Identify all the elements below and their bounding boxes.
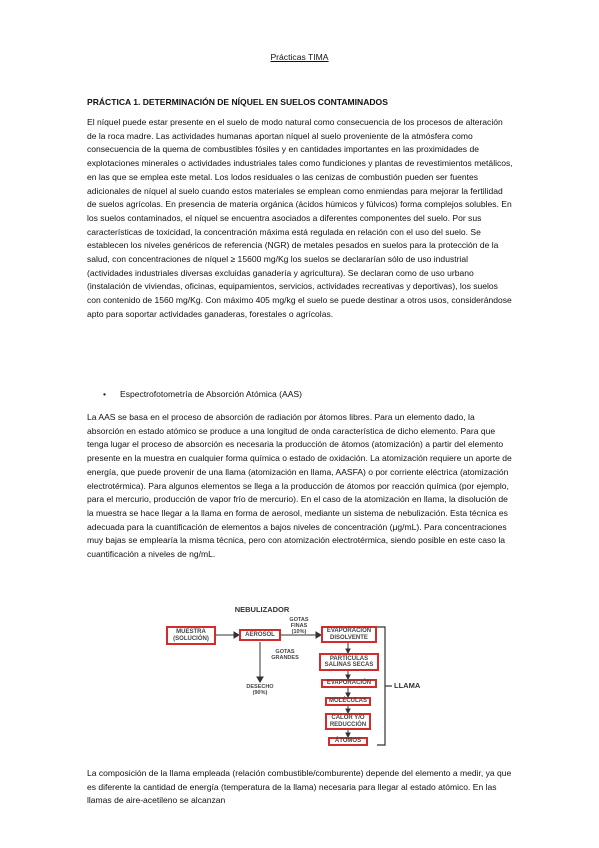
box-muestra: MUESTRA (SOLUCIÓN) [166,626,216,645]
bullet-dot-icon: • [103,389,106,399]
label-gotas-grandes: GOTAS GRANDES [271,649,299,661]
page-header-title: Prácticas TIMA [270,52,329,62]
box-particulas-salinas: PARTÍCULAS SALINAS SECAS [319,653,379,671]
box-calor-reduccion: CALOR Y/O REDUCCIÓN [325,713,371,730]
diagram-title-nebulizador: NEBULIZADOR [234,605,290,614]
box-aerosol: AEROSOL [239,629,281,641]
section-heading: PRÁCTICA 1. DETERMINACIÓN DE NÍQUEL EN SUELOS CONTAMINADOS [87,97,388,107]
box-evaporacion-disolvente: EVAPORACIÓN DISOLVENTE [321,626,377,643]
label-llama: LLAMA [394,681,421,690]
box-evaporacion: EVAPORACIÓN [321,679,377,688]
paragraph-nickel-intro: El níquel puede estar presente en el suelo de modo natural como consecuencia de los procesos de alteración de la roca madre. Las actividades humanas aportan níquel al suelo proveniente de la atmósfera como consecuencia de la quema de combustibles fósiles y en cantidades importantes en las proximidades de explotaciones minerales o actividades industriales tales como fundiciones y plantas de revestimientos metálicos, en las que se emplea este metal. Los lodos residuales o las cenizas de combustión pueden ser fuentes adicionales de níquel al suelo cuando estos materiales se emplean como enmiendas para mejorar la fertilidad de suelos agrícolas. En presencia de materia orgánica (ácidos húmicos y fúlvicos) forma complejos solubles. En los suelos contaminados, el níquel se encuentra asociados a diferentes componentes del suelo. Por sus características de toxicidad, la concentración máxima está regulada en relación con el uso del suelo. Se establecen los niveles genéricos de referencia (NGR) de metales pesados en suelos para la protección de la salud, con concentraciones de níquel ≥ 15600 mg/Kg los suelos se declararían sólo de uso industrial (actividades industriales diversas excluidas ganadería y agricultura). Se declaran como de uso urbano (instalación de viviendas, oficinas, equipamientos, servicios, actividades recreativas y deportivas), los suelos con contenido de 1560 mg/Kg. Con máximo 405 mg/kg el suelo se puede destinar a otros usos, considerándose apto para soportar actividades ganaderas, forestales o agrícolas. [87,117,513,319]
box-atomos: ÁTOMOS [328,737,368,746]
box-moleculas: MOLÉCULAS [325,697,371,706]
bullet-text: Espectrofotometría de Absorción Atómica (AAS) [120,389,302,399]
paragraph-aas: La AAS se basa en el proceso de absorción de radiación por átomos libres. Para un elemento dado, la absorción en estado atómico se produce a una longitud de onda característica de dicho elemento. Para que tenga lugar el proceso de absorción es necesaria la producción de átomos (atomización) a partir del elemento presente en la muestra en cualquier forma química o estado de oxidación. La atomización requiere un aporte de energía, que puede provenir de una llama (atomización en llama, AASFA) o por corriente eléctrica (atomización electrotérmica). Para algunos elementos se llega a la producción de átomos por reacción química (por ejemplo, para el mercurio, producción de vapor frío de mercurio). En el caso de la atomización en llama, la disolución de la muestra se hace llegar a la llama en forma de aerosol, mediante un sistema de nebulización. Esta técnica es adecuada para la cuantificación de elementos a bajos niveles de concentración (μg/mL). Para concentraciones muy bajas se emplearía la misma técnica, pero con atomización electrotérmica, siendo posible en este caso la cuantificación a niveles de ng/mL. [87,412,512,560]
label-gotas-finas: GOTAS FINAS (10%) [289,617,309,635]
nebulizer-diagram [160,605,440,755]
label-desecho: DESECHO (90%) [246,684,274,696]
paragraph-llama-composition: La composición de la llama empleada (relación combustible/comburente) depende del elemento a medir, ya que es diferente la cantidad de energía (temperatura de la llama) necesaria para llegar al estado atómico. En las llamas de aire-acetileno se alcanzan [87,768,512,806]
